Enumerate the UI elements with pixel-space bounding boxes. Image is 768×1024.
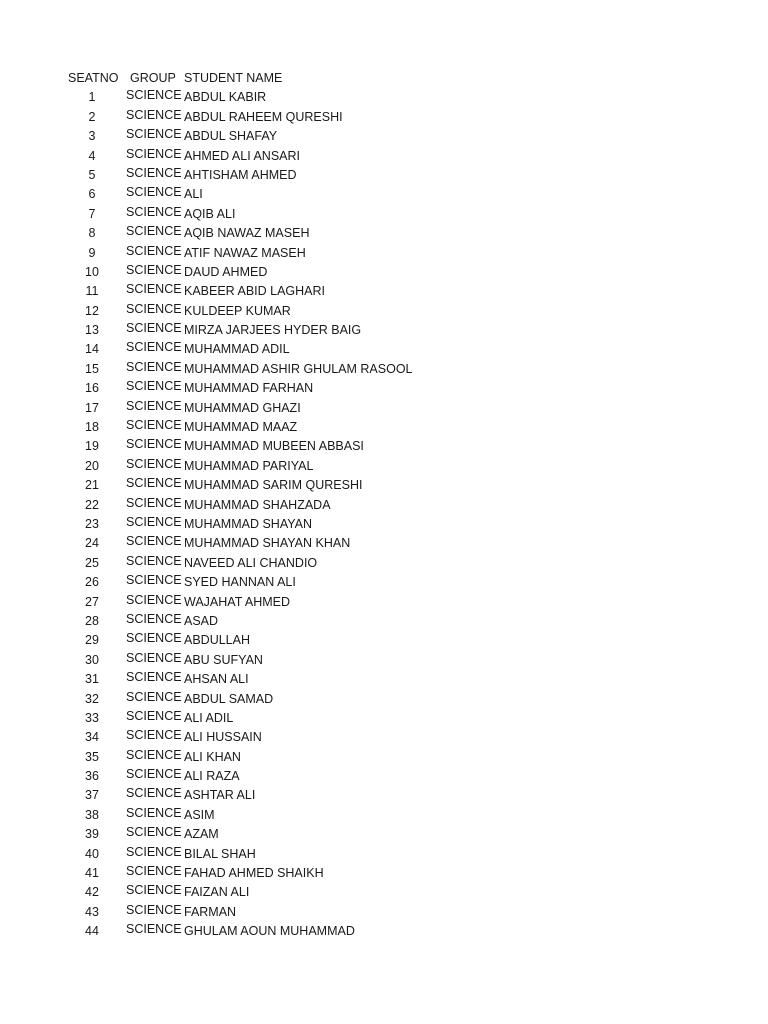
table-header-row [0, 69, 768, 88]
table-row [0, 728, 768, 747]
group-cell: SCIENCE [126, 670, 182, 685]
seatno-cell: 9 [88, 245, 96, 260]
group-cell: SCIENCE [126, 88, 182, 103]
student-name-cell: FAIZAN ALI [184, 885, 250, 900]
student-name-cell: ABDULLAH [184, 633, 250, 648]
table-row [0, 185, 768, 204]
table-row [0, 88, 768, 107]
seatno-cell: 15 [85, 361, 99, 376]
seatno-cell: 43 [85, 904, 99, 919]
table-row [0, 166, 768, 185]
student-name-cell: AHMED ALI ANSARI [184, 148, 301, 163]
student-name-cell: MUHAMMAD SARIM QURESHI [184, 478, 363, 493]
seatno-cell: 26 [85, 575, 99, 590]
table-row [0, 534, 768, 553]
student-name-cell: MUHAMMAD PARIYAL [184, 458, 314, 473]
student-name-cell: ALI KHAN [184, 749, 241, 764]
table-row [0, 496, 768, 515]
seatno-cell: 3 [88, 129, 96, 144]
table-row [0, 127, 768, 146]
seatno-cell: 16 [85, 381, 99, 396]
table-row [0, 554, 768, 573]
table-row [0, 767, 768, 786]
seatno-cell: 40 [85, 846, 99, 861]
student-name-cell: ASIM [184, 807, 215, 822]
student-name-cell: KULDEEP KUMAR [184, 303, 291, 318]
seatno-cell: 36 [85, 769, 99, 784]
table-row [0, 263, 768, 282]
student-name-cell: MUHAMMAD SHAYAN KHAN [184, 536, 351, 551]
group-cell: SCIENCE [126, 728, 182, 743]
table-row [0, 418, 768, 437]
student-name-cell: ATIF NAWAZ MASEH [184, 245, 306, 260]
seatno-cell: 12 [85, 303, 99, 318]
group-cell: SCIENCE [126, 301, 182, 316]
table-row [0, 631, 768, 650]
table-row [0, 515, 768, 534]
seatno-cell: 35 [85, 749, 99, 764]
group-cell: SCIENCE [126, 534, 182, 549]
table-row [0, 476, 768, 495]
table-row [0, 399, 768, 418]
student-name-cell: ABDUL RAHEEM QURESHI [184, 109, 343, 124]
seatno-cell: 42 [85, 885, 99, 900]
student-name-cell: ABDUL SAMAD [184, 691, 274, 706]
seatno-cell: 22 [85, 497, 99, 512]
group-cell: SCIENCE [126, 282, 182, 297]
seatno-cell: 17 [85, 400, 99, 415]
student-name-cell: GHULAM AOUN MUHAMMAD [184, 924, 355, 939]
group-cell: SCIENCE [126, 185, 182, 200]
seatno-cell: 1 [88, 90, 96, 105]
header-group: GROUP [130, 71, 176, 85]
group-cell: SCIENCE [126, 204, 182, 219]
seatno-cell: 28 [85, 613, 99, 628]
group-cell: SCIENCE [126, 573, 182, 588]
seatno-cell: 2 [88, 109, 96, 124]
table-row [0, 670, 768, 689]
student-name-cell: NAVEED ALI CHANDIO [184, 555, 318, 570]
seatno-cell: 31 [85, 672, 99, 687]
student-name-cell: ASHTAR ALI [184, 788, 256, 803]
student-name-cell: FAHAD AHMED SHAIKH [184, 866, 324, 881]
table-row [0, 573, 768, 592]
seatno-cell: 30 [85, 652, 99, 667]
seatno-cell: 29 [85, 633, 99, 648]
table-row [0, 825, 768, 844]
student-name-cell: ABDUL SHAFAY [184, 129, 278, 144]
student-name-cell: MUHAMMAD MAAZ [184, 420, 298, 435]
seatno-cell: 19 [85, 439, 99, 454]
seatno-cell: 44 [85, 924, 99, 939]
table-body [0, 88, 768, 941]
group-cell: SCIENCE [126, 243, 182, 258]
seatno-cell: 10 [85, 264, 99, 279]
group-cell: SCIENCE [126, 379, 182, 394]
seatno-cell: 7 [88, 206, 96, 221]
student-name-cell: AHSAN ALI [184, 672, 249, 687]
seatno-cell: 5 [88, 167, 96, 182]
table-row [0, 302, 768, 321]
group-cell: SCIENCE [126, 224, 182, 239]
table-row [0, 709, 768, 728]
seatno-cell: 18 [85, 420, 99, 435]
group-cell: SCIENCE [126, 592, 182, 607]
seatno-cell: 23 [85, 516, 99, 531]
group-cell: SCIENCE [126, 476, 182, 491]
student-name-cell: ALI [184, 187, 203, 202]
student-name-cell: ABDUL KABIR [184, 90, 267, 105]
group-cell: SCIENCE [126, 611, 182, 626]
seatno-cell: 33 [85, 710, 99, 725]
table-row [0, 786, 768, 805]
student-name-cell: MIRZA JARJEES HYDER BAIG [184, 323, 362, 338]
seatno-cell: 8 [88, 226, 96, 241]
seatno-cell: 41 [85, 866, 99, 881]
group-cell: SCIENCE [126, 398, 182, 413]
table-row [0, 806, 768, 825]
table-row [0, 651, 768, 670]
group-cell: SCIENCE [126, 825, 182, 840]
table-row [0, 845, 768, 864]
group-cell: SCIENCE [126, 437, 182, 452]
student-name-cell: ALI HUSSAIN [184, 730, 262, 745]
seatno-cell: 4 [88, 148, 96, 163]
table-row [0, 457, 768, 476]
seatno-cell: 34 [85, 730, 99, 745]
student-name-cell: BILAL SHAH [184, 846, 256, 861]
seatno-cell: 20 [85, 458, 99, 473]
table-row [0, 205, 768, 224]
group-cell: SCIENCE [126, 340, 182, 355]
table-row [0, 612, 768, 631]
seatno-cell: 6 [88, 187, 96, 202]
table-row [0, 593, 768, 612]
table-row [0, 903, 768, 922]
table-row [0, 922, 768, 941]
student-name-cell: MUHAMMAD MUBEEN ABBASI [184, 439, 364, 454]
table-row [0, 748, 768, 767]
group-cell: SCIENCE [126, 805, 182, 820]
group-cell: SCIENCE [126, 747, 182, 762]
student-name-cell: AHTISHAM AHMED [184, 167, 297, 182]
table-row [0, 690, 768, 709]
table-row [0, 360, 768, 379]
seatno-cell: 25 [85, 555, 99, 570]
table-row [0, 340, 768, 359]
student-name-cell: MUHAMMAD ASHIR GHULAM RASOOL [184, 361, 413, 376]
student-name-cell: MUHAMMAD SHAYAN [184, 516, 313, 531]
student-name-cell: DAUD AHMED [184, 264, 268, 279]
student-name-cell: MUHAMMAD SHAHZADA [184, 497, 331, 512]
seatno-cell: 24 [85, 536, 99, 551]
student-name-cell: ABU SUFYAN [184, 652, 263, 667]
student-name-cell: MUHAMMAD GHAZI [184, 400, 301, 415]
student-name-cell: AZAM [184, 827, 219, 842]
student-name-cell: SYED HANNAN ALI [184, 575, 296, 590]
group-cell: SCIENCE [126, 127, 182, 142]
group-cell: SCIENCE [126, 553, 182, 568]
table-row [0, 379, 768, 398]
group-cell: SCIENCE [126, 262, 182, 277]
group-cell: SCIENCE [126, 456, 182, 471]
group-cell: SCIENCE [126, 689, 182, 704]
table-row [0, 437, 768, 456]
seatno-cell: 13 [85, 323, 99, 338]
table-row [0, 883, 768, 902]
header-student-name: STUDENT NAME [184, 71, 283, 85]
student-name-cell: WAJAHAT AHMED [184, 594, 291, 609]
student-name-cell: ASAD [184, 613, 219, 628]
group-cell: SCIENCE [126, 418, 182, 433]
seatno-cell: 27 [85, 594, 99, 609]
group-cell: SCIENCE [126, 883, 182, 898]
group-cell: SCIENCE [126, 107, 182, 122]
group-cell: SCIENCE [126, 165, 182, 180]
seatno-cell: 14 [85, 342, 99, 357]
seatno-cell: 38 [85, 807, 99, 822]
group-cell: SCIENCE [126, 631, 182, 646]
group-cell: SCIENCE [126, 708, 182, 723]
seatno-cell: 39 [85, 827, 99, 842]
group-cell: SCIENCE [126, 321, 182, 336]
table-row [0, 244, 768, 263]
student-list-table [0, 69, 768, 942]
seatno-cell: 37 [85, 788, 99, 803]
group-cell: SCIENCE [126, 514, 182, 529]
group-cell: SCIENCE [126, 495, 182, 510]
group-cell: SCIENCE [126, 359, 182, 374]
seatno-cell: 21 [85, 478, 99, 493]
student-name-cell: KABEER ABID LAGHARI [184, 284, 326, 299]
group-cell: SCIENCE [126, 902, 182, 917]
seatno-cell: 11 [85, 284, 99, 299]
table-row [0, 147, 768, 166]
table-row [0, 864, 768, 883]
group-cell: SCIENCE [126, 650, 182, 665]
seatno-cell: 32 [85, 691, 99, 706]
student-name-cell: MUHAMMAD FARHAN [184, 381, 314, 396]
student-name-cell: ALI ADIL [184, 710, 234, 725]
table-row [0, 321, 768, 340]
table-row [0, 282, 768, 301]
group-cell: SCIENCE [126, 844, 182, 859]
student-name-cell: FARMAN [184, 904, 237, 919]
table-row [0, 108, 768, 127]
student-name-cell: AQIB NAWAZ MASEH [184, 226, 310, 241]
group-cell: SCIENCE [126, 146, 182, 161]
group-cell: SCIENCE [126, 922, 182, 937]
student-name-cell: AQIB ALI [184, 206, 236, 221]
table-row [0, 224, 768, 243]
student-name-cell: MUHAMMAD ADIL [184, 342, 290, 357]
group-cell: SCIENCE [126, 786, 182, 801]
student-name-cell: ALI RAZA [184, 769, 240, 784]
header-seatno: SEATNO [68, 71, 119, 85]
group-cell: SCIENCE [126, 767, 182, 782]
group-cell: SCIENCE [126, 864, 182, 879]
